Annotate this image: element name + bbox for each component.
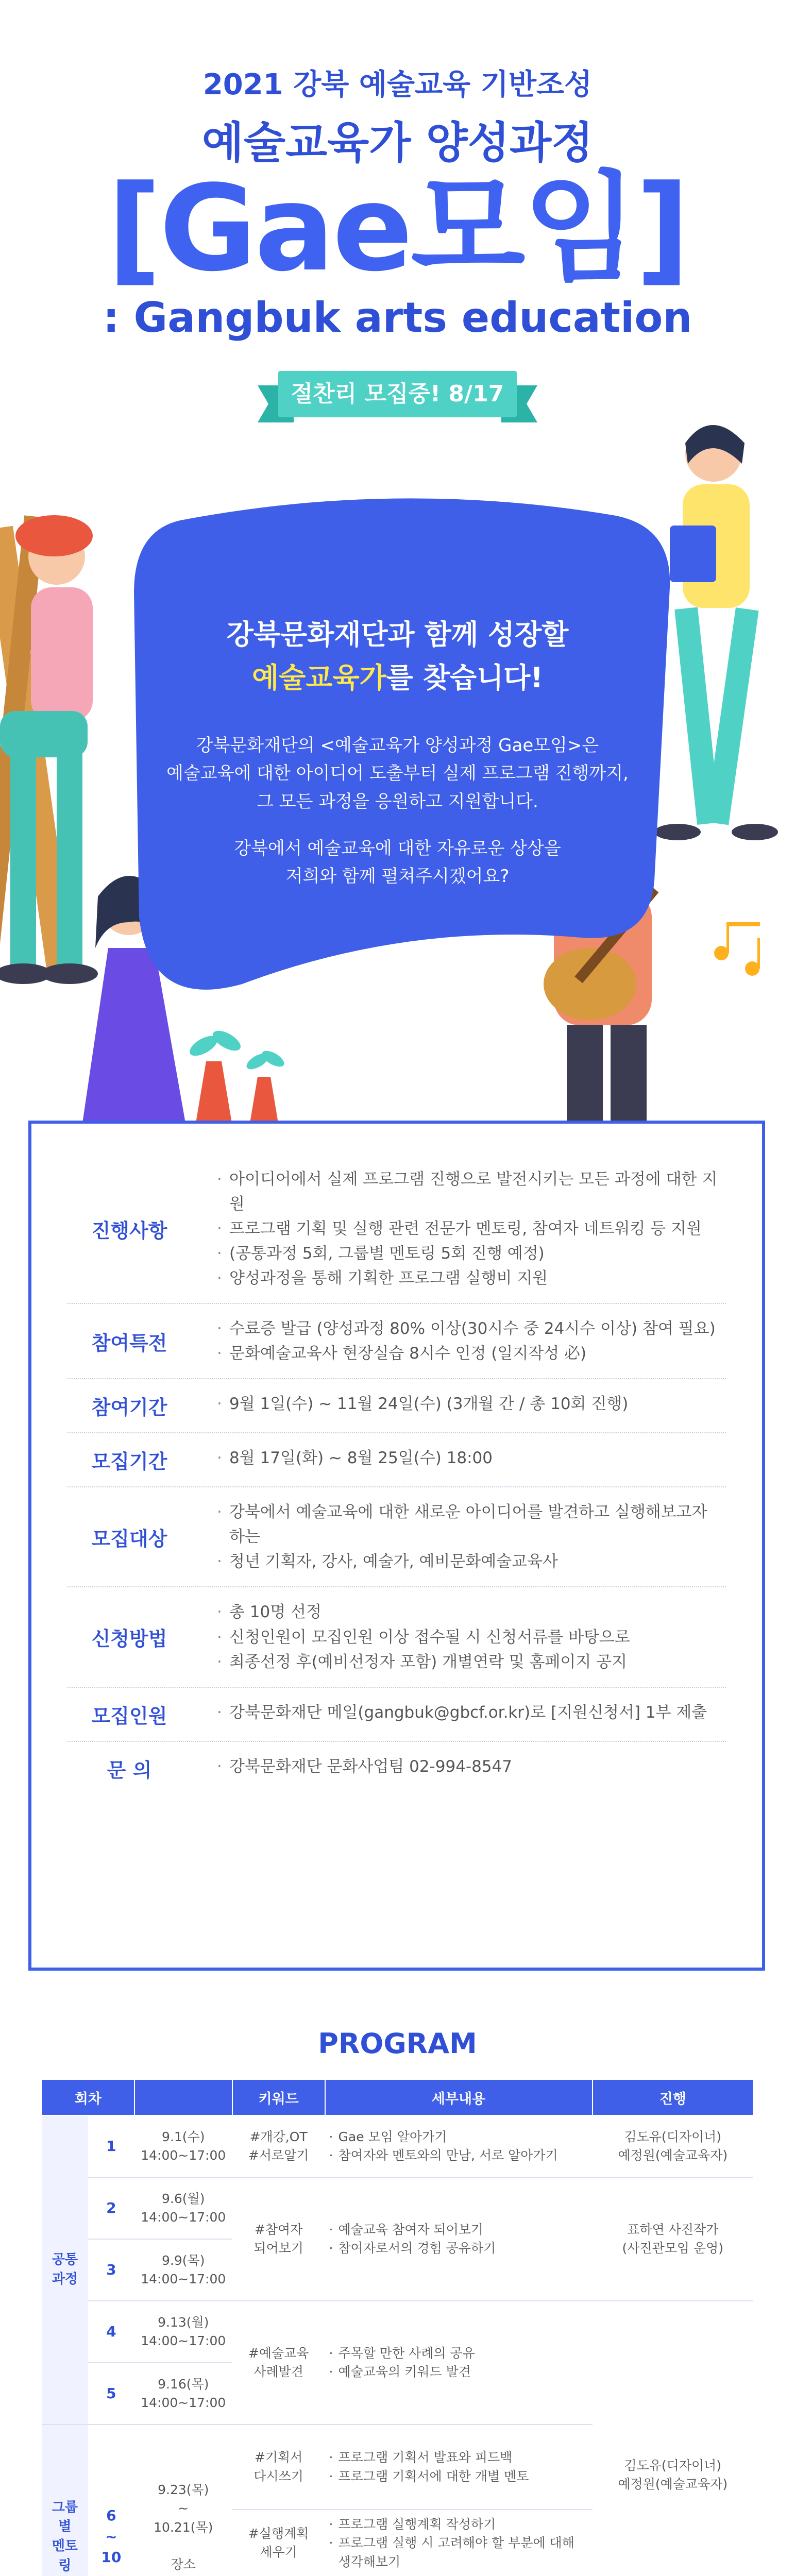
intro-body-line: 강북문화재단의 <예술교육가 양성과정 Gae모임>은: [196, 735, 599, 756]
info-item: · 강북문화재단 문화사업팀 02-994-8547: [217, 1754, 726, 1779]
program-detail-item: · 주목할 만한 사례의 공유: [329, 2345, 475, 2361]
info-items: [191, 1500, 726, 1574]
program-detail: [325, 2115, 593, 2177]
intro-highlight: 예술교육가: [251, 661, 386, 694]
program-detail-item: · 프로그램 실행 시 고려해야 할 부분에 대해 생각해보기: [329, 2535, 574, 2569]
info-items: [191, 1392, 726, 1420]
program-category: 그룹별 멘토링: [42, 2425, 88, 2576]
info-label: 진행사항: [91, 1219, 167, 1242]
program-date: 9.9(목) 14:00~17:00: [134, 2239, 232, 2301]
program-keyword: #개강,OT #서로알기: [232, 2115, 325, 2177]
info-row: [67, 1433, 726, 1487]
info-label: 참여기간: [91, 1396, 167, 1419]
program-detail-text: 참여자로서의 경험 공유하기: [338, 2241, 496, 2256]
info-item: · 아이디어에서 실제 프로그램 진행으로 발전시키는 모든 과정에 대한 지원: [217, 1167, 726, 1216]
info-item: · 문화예술교육사 현장실습 8시수 인정 (일지작성 必): [217, 1341, 726, 1366]
intro-body-line: 저희와 함께 펼쳐주시겠어요?: [285, 866, 510, 887]
intro-headline-rest: 를 찾습니다!: [386, 661, 544, 694]
program-detail-text: 주목할 만한 사례의 공유: [338, 2345, 475, 2361]
program-header-lead: 진행: [593, 2079, 753, 2115]
info-items: [191, 1446, 726, 1474]
intro-body-line: 강북에서 예술교육에 대한 자유로운 상상을: [234, 838, 561, 859]
program-header-row: [42, 2079, 753, 2115]
info-row: [67, 1304, 726, 1379]
info-row: [67, 1742, 726, 1795]
info-item: · 신청인원이 모집인원 이상 접수될 시 신청서류를 바탕으로: [217, 1625, 726, 1650]
program-round: 1: [88, 2115, 134, 2177]
program-round: 3: [88, 2239, 134, 2301]
program-round: 6 ~ 10: [88, 2425, 134, 2576]
intro-headline: [0, 613, 795, 699]
info-items: [191, 1316, 726, 1366]
program-date: 9.13(월) 14:00~17:00: [134, 2301, 232, 2363]
program-date: 9.1(수) 14:00~17:00: [134, 2115, 232, 2177]
program-round: 2: [88, 2177, 134, 2239]
program-round: 5: [88, 2363, 134, 2425]
info-items: [191, 1700, 726, 1728]
program-date: 9.23(목) ~ 10.21(목) 장소: [134, 2425, 232, 2576]
info-label: 모집인원: [91, 1704, 167, 1727]
info-items: [191, 1754, 726, 1783]
intro-headline-1: 강북문화재단과 함께 성장할: [226, 618, 569, 651]
program-lead: 김도유(디자이너) 예정원(예술교육자): [593, 2301, 753, 2576]
program-detail-text: 참여자와 멘토와의 만남, 서로 알아가기: [338, 2148, 558, 2163]
program-date: 9.6(월) 14:00~17:00: [134, 2177, 232, 2239]
info-item: · 수료증 발급 (양성과정 80% 이상(30시수 중 24시수 이상) 참여 필요): [217, 1316, 726, 1341]
program-table: [41, 2079, 754, 2576]
program-keyword: #참여자 되어보기: [232, 2177, 325, 2301]
program-title: PROGRAM: [318, 2027, 477, 2060]
info-label: 문 의: [107, 1758, 152, 1782]
program-row: [42, 2301, 753, 2363]
program-lead: 표하연 사진작가 (사진관모임 운영): [593, 2177, 753, 2301]
info-row: [67, 1688, 726, 1742]
plant-icon: [187, 1027, 286, 1123]
recruit-info-box: [28, 1121, 765, 1971]
info-row: [67, 1379, 726, 1433]
program-header-detail: 세부내용: [325, 2079, 593, 2115]
info-item: · (공통과정 5회, 그룹별 멘토링 5회 진행 예정): [217, 1241, 726, 1266]
program-header-keyword: 키워드: [232, 2079, 325, 2115]
program-detail: [325, 2301, 593, 2425]
info-items: [191, 1167, 726, 1291]
intro-body: [0, 732, 795, 816]
program-row: [42, 2115, 753, 2177]
hero-subtitle: 2021 강북 예술교육 기반조성: [202, 68, 593, 101]
program-detail-text: 예술교육의 키워드 발견: [338, 2364, 471, 2379]
program-detail-item: · 프로그램 기획서에 대한 개별 멘토: [329, 2468, 529, 2484]
info-label: 모집기간: [91, 1450, 167, 1473]
info-item: · 양성과정을 통해 기획한 프로그램 실행비 지원: [217, 1266, 726, 1291]
program-date: 9.16(목) 14:00~17:00: [134, 2363, 232, 2425]
program-detail-item: · 예술교육 참여자 되어보기: [329, 2222, 484, 2237]
program-detail-text: 프로그램 실행 시 고려해야 할 부분에 대해 생각해보기: [338, 2535, 574, 2569]
program-detail-text: 예술교육 참여자 되어보기: [338, 2222, 484, 2237]
info-row: [67, 1487, 726, 1587]
info-label: 모집대상: [91, 1527, 167, 1550]
intro-body-line: 그 모든 과정을 응원하고 지원합니다.: [257, 791, 538, 812]
program-detail: [325, 2510, 593, 2576]
program-round: 4: [88, 2301, 134, 2363]
program-keyword: #실행계획 세우기: [232, 2510, 325, 2576]
info-item: · 강북에서 예술교육에 대한 새로운 아이디어를 발견하고 실행해보고자 하는: [217, 1500, 726, 1549]
program-detail-item: · 참여자로서의 경험 공유하기: [329, 2241, 496, 2256]
info-item: · 강북문화재단 메일(gangbuk@gbcf.or.kr)로 [지원신청서] 1부 제출: [217, 1700, 726, 1725]
program-detail: [325, 2425, 593, 2510]
info-item: · 9월 1일(수) ~ 11월 24일(수) (3개월 간 / 총 10회 진행): [217, 1392, 726, 1416]
program-lead: 김도유(디자이너) 예정원(예술교육자): [593, 2115, 753, 2177]
info-item: · 총 10명 선정: [217, 1600, 726, 1624]
program-detail-item: · Gae 모임 알아가기: [329, 2129, 447, 2144]
info-label: 신청방법: [91, 1628, 167, 1651]
hero-section: [0, 0, 795, 1123]
program-detail-item: · 프로그램 실행계획 작성하기: [329, 2517, 496, 2532]
program-header-round: 회차: [42, 2079, 134, 2115]
program-header-date: [134, 2079, 232, 2115]
hero-main-title: [Gae모임]: [107, 160, 688, 298]
intro-body-second: [0, 835, 795, 891]
intro-headline-2: [0, 656, 795, 700]
info-items: [191, 1600, 726, 1674]
program-row: [42, 2177, 753, 2239]
program-keyword: #예술교육 사례발견: [232, 2301, 325, 2425]
intro-body-line: 예술교육에 대한 아이디어 도출부터 실제 프로그램 진행까지,: [166, 763, 629, 784]
info-item: · 최종선정 후(예비선정자 포함) 개별연락 및 홈페이지 공지: [217, 1650, 726, 1674]
program-detail-text: 프로그램 실행계획 작성하기: [338, 2517, 496, 2532]
program-detail-text: 프로그램 기획서에 대한 개별 멘토: [338, 2468, 529, 2484]
info-item: · 프로그램 기획 및 실행 관련 전문가 멘토링, 참여자 네트워킹 등 지원: [217, 1216, 726, 1241]
hero-english-title: : Gangbuk arts education: [103, 294, 692, 342]
program-detail-item: · 예술교육의 키워드 발견: [329, 2364, 471, 2379]
info-row: [67, 1155, 726, 1304]
music-note-icon: [714, 922, 760, 976]
program-detail: [325, 2177, 593, 2301]
program-keyword: #기획서 다시쓰기: [232, 2425, 325, 2510]
info-row: [67, 1587, 726, 1687]
program-detail-text: 프로그램 기획서 발표와 피드백: [338, 2450, 513, 2465]
info-item: · 청년 기획자, 강사, 예술가, 예비문화예술교육사: [217, 1549, 726, 1574]
program-detail-text: Gae 모임 알아가기: [338, 2129, 447, 2144]
program-category: 공통 과정: [42, 2115, 88, 2425]
hero-title: 예술교육가 양성과정: [201, 117, 594, 168]
info-label: 참여특전: [91, 1331, 167, 1354]
ribbon-text: 절찬리 모집중! 8/17 ~ 25: [278, 371, 517, 417]
info-item: · 8월 17일(화) ~ 8월 25일(수) 18:00: [217, 1446, 726, 1470]
program-detail-item: · 참여자와 멘토와의 만남, 서로 알아가기: [329, 2148, 558, 2163]
program-detail-item: · 프로그램 기획서 발표와 피드백: [329, 2450, 513, 2465]
